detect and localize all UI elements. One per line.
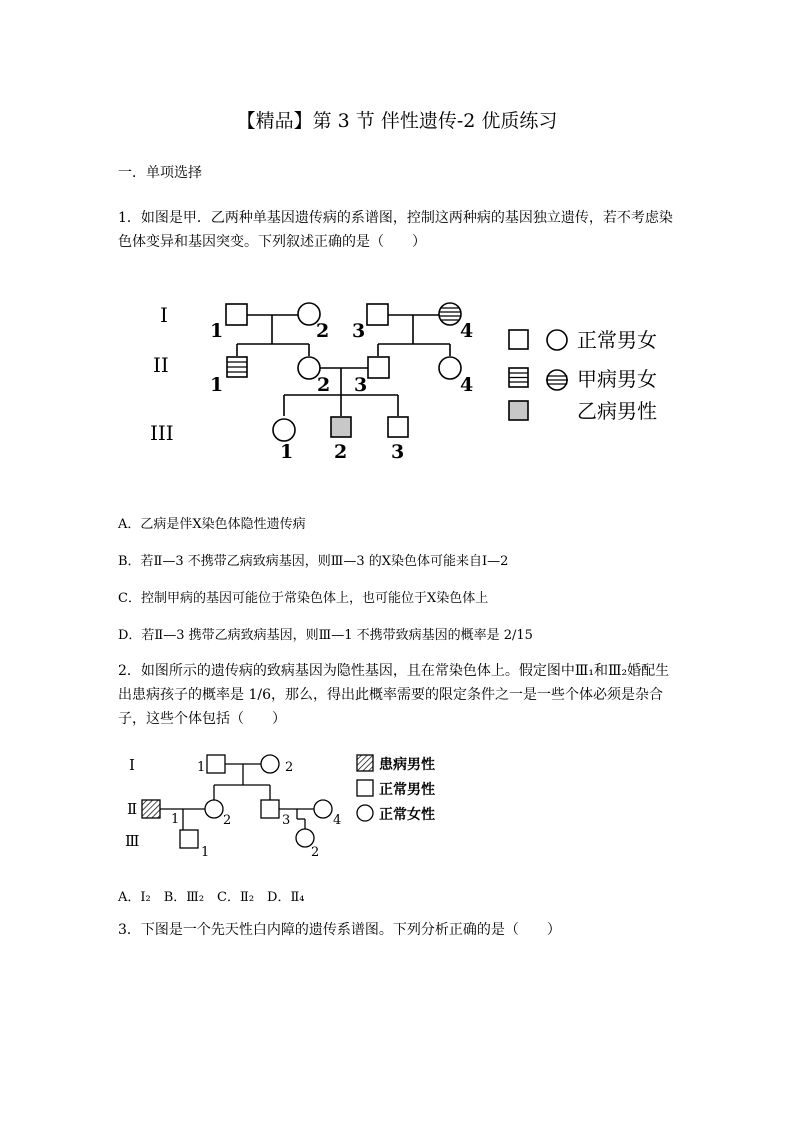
label-g2-3: 3 xyxy=(354,374,368,396)
q2-options: A．Ⅰ₂ B．Ⅲ₂ C．Ⅱ₂ D．Ⅱ₄ xyxy=(118,890,305,905)
p2-g2-female-2 xyxy=(205,800,223,818)
p2-g2-male-1-affected xyxy=(142,800,160,818)
p2-gen-label-1: Ⅰ xyxy=(129,756,135,774)
gen-label-1: I xyxy=(160,303,168,327)
label-g1-2: 2 xyxy=(316,320,330,342)
label-g1-4: 4 xyxy=(460,320,474,342)
label-g2-2: 2 xyxy=(317,374,331,396)
p2-legend-label-normal-male: 正常男性 xyxy=(379,782,435,798)
label-g1-1: 1 xyxy=(210,320,224,342)
legend-label-b: 乙病男性 xyxy=(577,399,657,423)
legend-normal-female xyxy=(547,330,567,350)
p2-label-g2-2: 2 xyxy=(223,813,232,828)
section-heading: 一．单项选择 xyxy=(118,165,202,181)
p2-g1-male-1 xyxy=(207,755,225,773)
question-1-text: 1．如图是甲．乙两种单基因遗传病的系谱图，控制这两种病的基因独立遗传，若不考虑染色体变异和基因突变。下列叙述正确的是（ ） xyxy=(118,210,673,250)
pedigree-figure-2 xyxy=(125,748,455,863)
p2-legend-label-affected-male: 患病男性 xyxy=(379,757,435,773)
p2-label-g2-1: 1 xyxy=(171,812,180,827)
p2-g2-female-4 xyxy=(314,800,332,818)
p2-g1-female-2 xyxy=(261,755,279,773)
g1-male-1 xyxy=(226,304,247,325)
p2-label-g1-1: 1 xyxy=(197,760,206,775)
g2-female-4 xyxy=(439,357,461,379)
label-g3-2: 2 xyxy=(334,441,348,463)
p2-label-g2-4: 4 xyxy=(333,813,342,828)
legend-normal-male xyxy=(509,330,528,349)
g3-female-1 xyxy=(273,419,295,441)
p2-legend-normal-male xyxy=(357,780,373,796)
p2-gen-label-3: Ⅲ xyxy=(125,832,140,850)
question-2-text: 2．如图所示的遗传病的致病基因为隐性基因，且在常染色体上。假定图中Ⅲ₁和Ⅲ₂婚配生出患病孩子的概率是 1/6，那么，得出此概率需要的限定条件之一是一些个体必须是杂合子，这些个体包括（ ） xyxy=(118,663,670,727)
g1-female-4-affected-a xyxy=(439,303,461,325)
page-title: 【精品】第 3 节 伴性遗传-2 优质练习 xyxy=(236,110,558,132)
label-g1-3: 3 xyxy=(352,320,366,342)
q1-option-c: C．控制甲病的基因可能位于常染色体上，也可能位于Ⅹ染色体上 xyxy=(118,591,489,606)
g3-male-2-affected-b xyxy=(331,417,351,437)
q1-option-d: D．若Ⅱ—3 携带乙病致病基因，则Ⅲ—1 不携带致病基因的概率是 2/15 xyxy=(118,628,533,643)
question-3-text: 3．下图是一个先天性白内障的遗传系谱图。下列分析正确的是（ ） xyxy=(118,922,561,938)
legend-label-normal: 正常男女 xyxy=(577,328,657,352)
label-g3-1: 1 xyxy=(280,441,294,463)
p2-legend-affected-male xyxy=(357,755,373,771)
p2-label-g2-3: 3 xyxy=(282,813,291,828)
q1-option-b: B．若Ⅱ—3 不携带乙病致病基因，则Ⅲ—3 的Ⅹ染色体可能来自Ⅰ—2 xyxy=(118,554,509,569)
label-g3-3: 3 xyxy=(391,441,405,463)
g2-male-3 xyxy=(368,357,389,378)
p2-legend-label-normal-female: 正常女性 xyxy=(379,807,435,823)
p2-g2-male-3 xyxy=(261,800,279,818)
p2-label-g3-2: 2 xyxy=(311,845,320,860)
legend-b-male xyxy=(509,401,528,420)
p2-g3-male-1 xyxy=(180,830,198,848)
label-g2-1: 1 xyxy=(210,374,224,396)
p2-gen-label-2: Ⅱ xyxy=(127,800,138,818)
g3-male-3 xyxy=(388,417,408,437)
pedigree-figure-1 xyxy=(150,296,670,466)
p2-label-g3-1: 1 xyxy=(201,845,210,860)
q1-option-a: A．乙病是伴Ⅹ染色体隐性遗传病 xyxy=(118,517,306,532)
gen-label-3: III xyxy=(150,421,174,445)
label-g2-4: 4 xyxy=(460,374,474,396)
g1-male-3 xyxy=(367,304,388,325)
gen-label-2: II xyxy=(153,353,169,377)
p2-label-g1-2: 2 xyxy=(285,760,294,775)
p2-legend-normal-female xyxy=(357,805,373,821)
legend-label-a: 甲病男女 xyxy=(577,367,657,391)
